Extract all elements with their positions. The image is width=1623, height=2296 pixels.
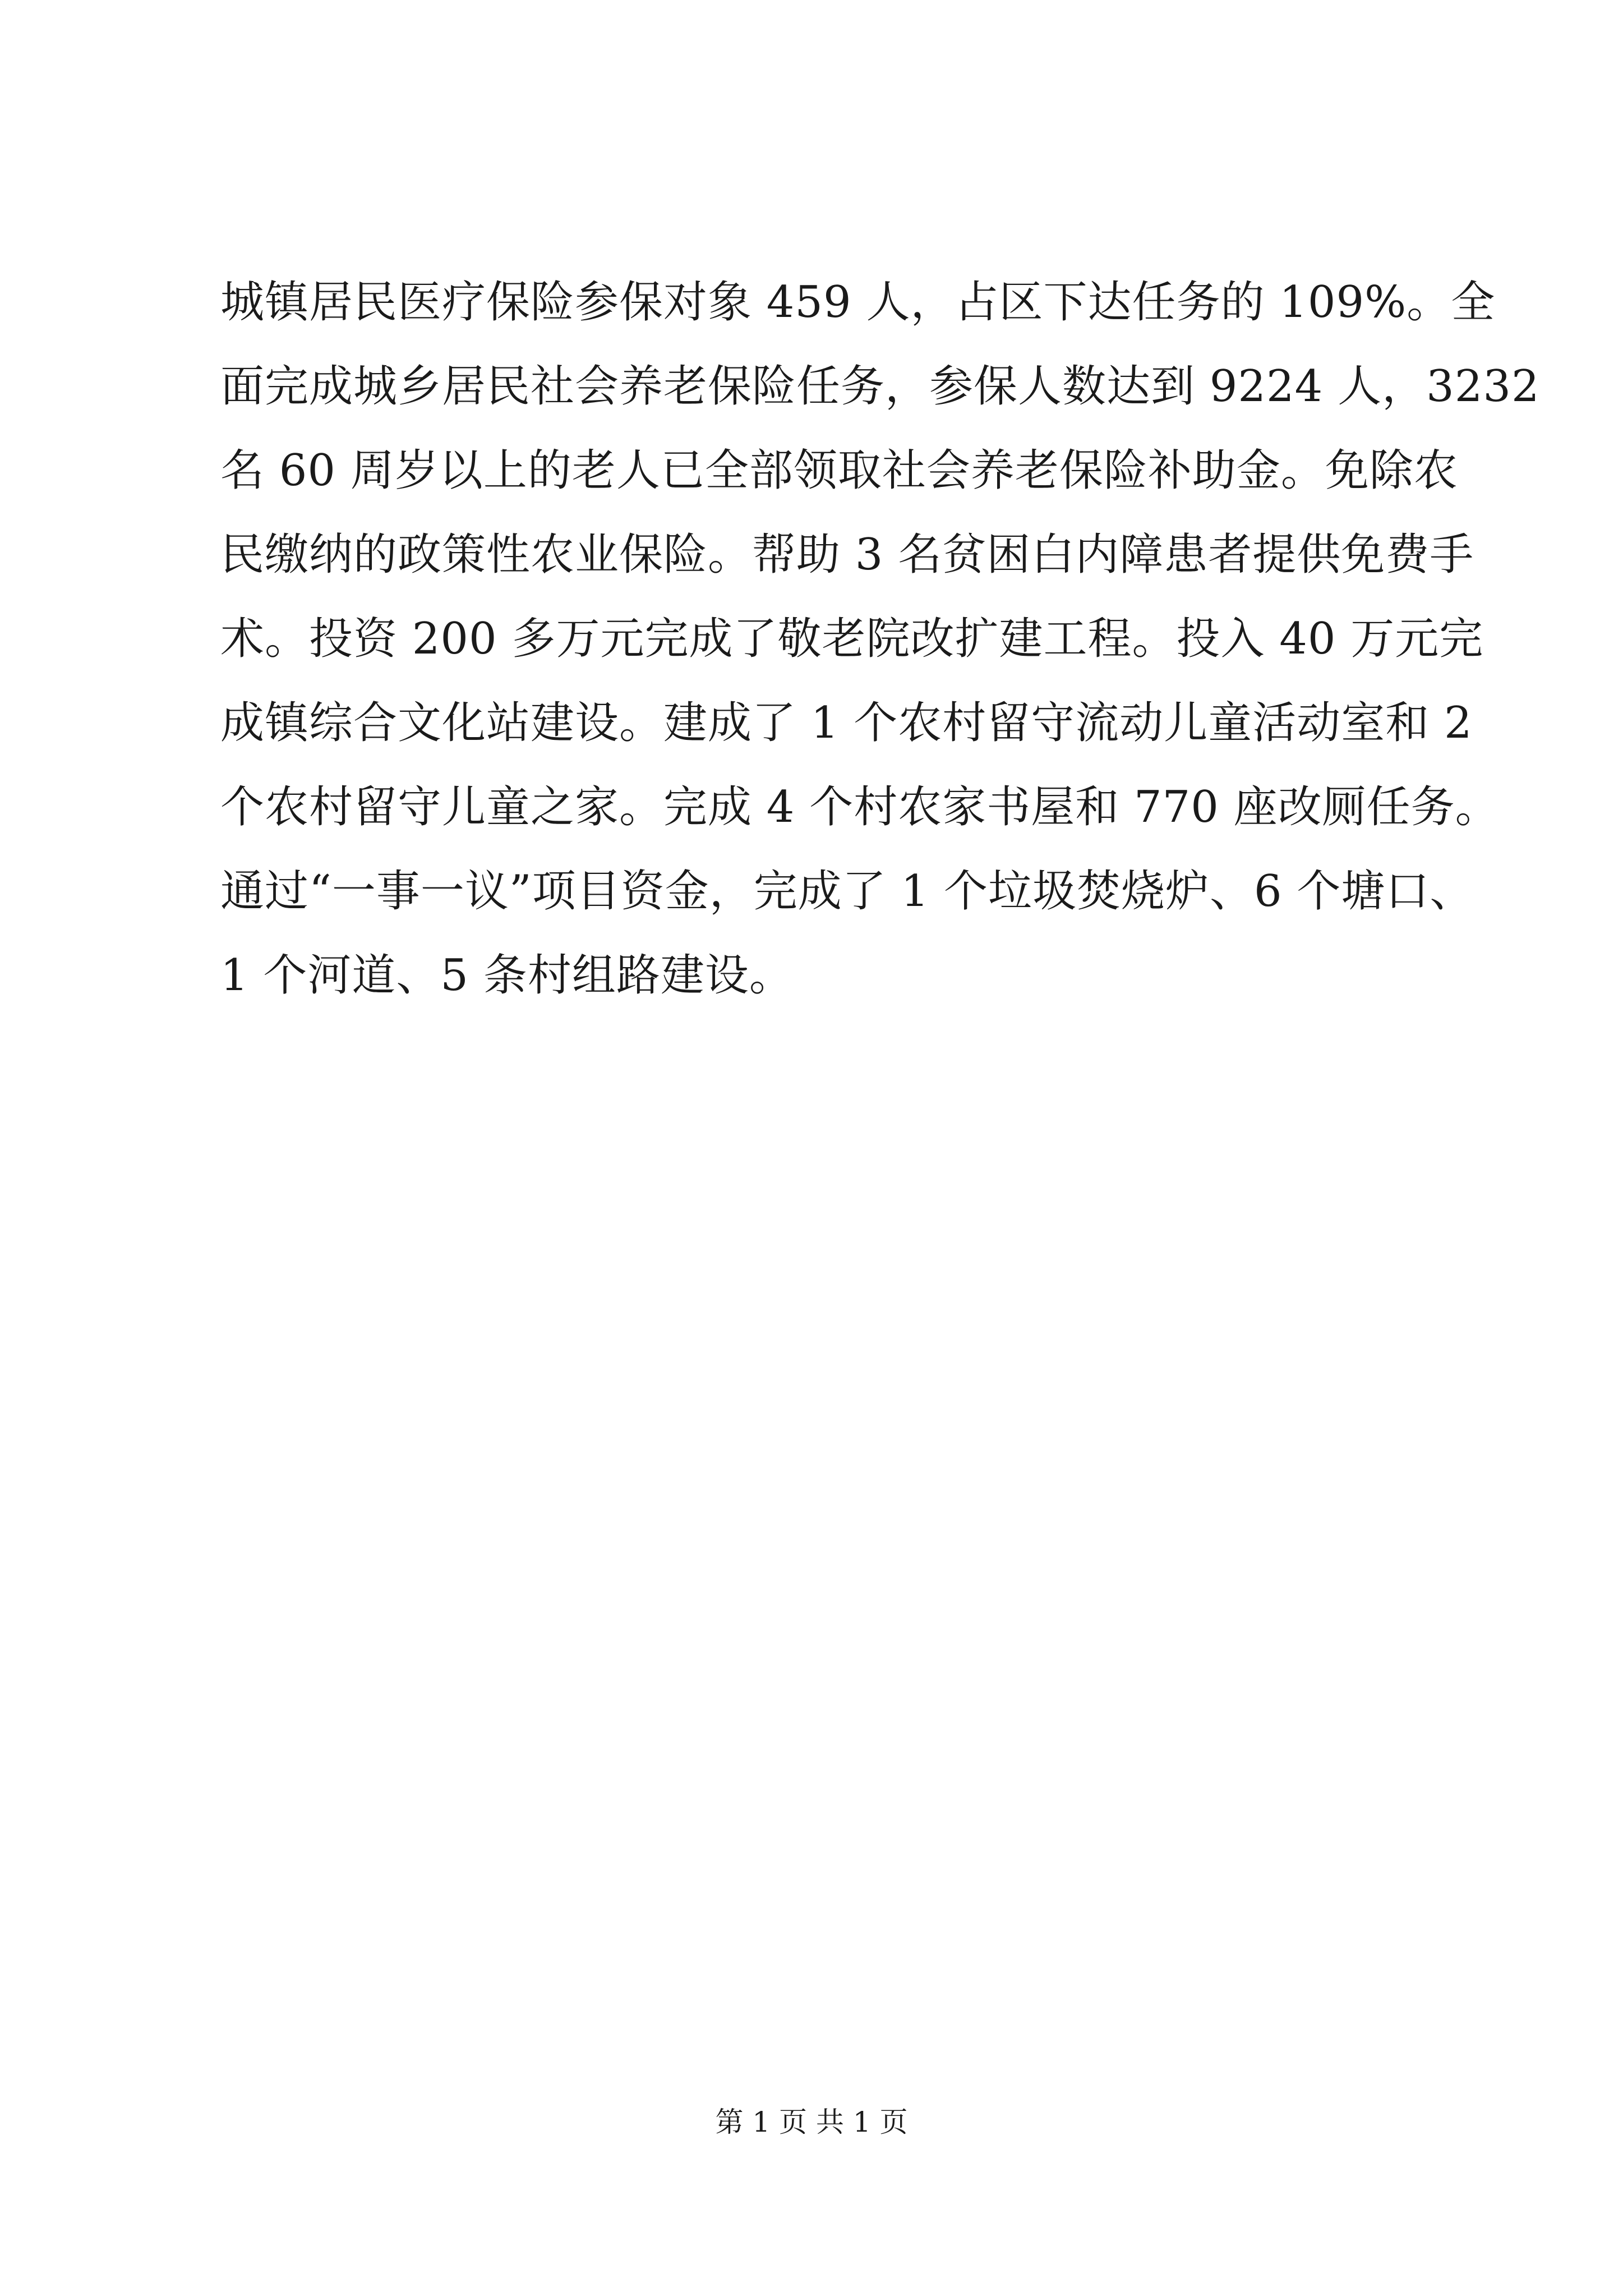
text-line-6: 成镇综合文化站建设。建成了 1 个农村留守流动儿童活动室和 2 [220,698,1473,748]
page-number-footer: 第 1 页 共 1 页 [715,2106,908,2138]
text-line-9: 1 个河道、5 条村组路建设。 [220,950,794,1001]
text-line-5: 术。投资 200 多万元完成了敬老院改扩建工程。投入 40 万元完 [220,614,1484,664]
text-line-1: 城镇居民医疗保险参保对象 459 人，占区下达任务的 109%。全 [220,277,1496,328]
text-line-4: 民缴纳的政策性农业保险。帮助 3 名贫困白内障患者提供免费手 [220,530,1474,580]
text-line-8: 通过“一事一议”项目资金，完成了 1 个垃圾焚烧炉、6 个塘口、 [220,866,1474,917]
body-paragraph [220,260,1540,1018]
text-line-7: 个农村留守儿童之家。完成 4 个村农家书屋和 770 座改厕任务。 [220,782,1500,832]
text-line-3: 名 60 周岁以上的老人已全部领取社会养老保险补助金。免除农 [220,445,1458,496]
text-line-2: 面完成城乡居民社会养老保险任务，参保人数达到 9224 人，3232 [220,361,1540,412]
